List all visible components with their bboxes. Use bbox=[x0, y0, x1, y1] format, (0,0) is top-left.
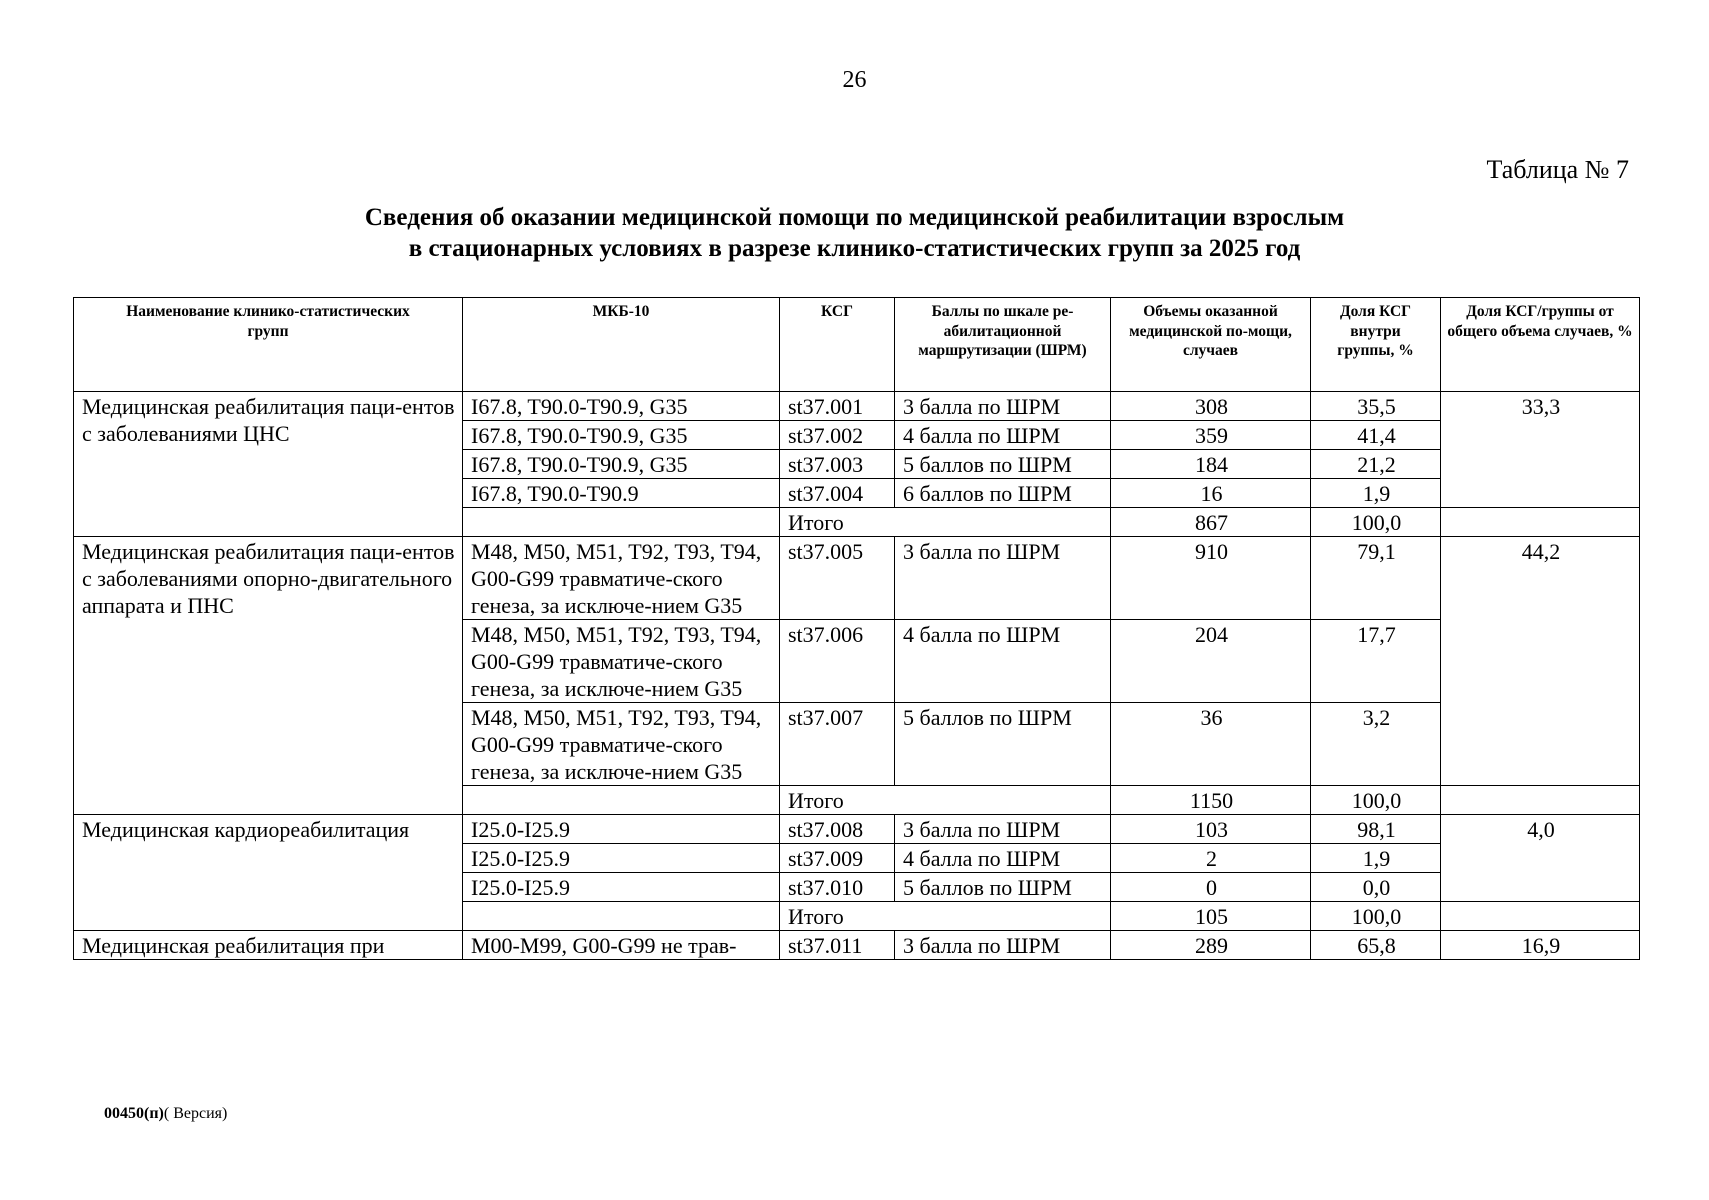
volume-cell: 36 bbox=[1111, 703, 1311, 786]
header-mkb: МКБ-10 bbox=[463, 298, 780, 392]
mkb-cell: M48, M50, M51, T92, T93, T94, G00-G99 травматиче-ского генеза, за исключе-нием G35 bbox=[463, 703, 780, 786]
title-line-2: в стационарных условиях в разрезе клинико-статистических групп за 2025 год bbox=[408, 235, 1301, 262]
title-line-1: Сведения об оказании медицинской помощи по медицинской реабилитации взрослым bbox=[364, 204, 1345, 231]
share-cell: 21,2 bbox=[1311, 450, 1441, 479]
share-cell: 41,4 bbox=[1311, 421, 1441, 450]
mkb-cell: M00-M99, G00-G99 не трав- bbox=[463, 931, 780, 960]
shrm-cell: 4 балла по ШРМ bbox=[895, 421, 1111, 450]
header-share-total: Доля КСГ/группы от общего объема случаев, % bbox=[1441, 298, 1640, 392]
total-share: 100,0 bbox=[1311, 902, 1441, 931]
volume-cell: 308 bbox=[1111, 392, 1311, 421]
group-name: Медицинская реабилитация паци-ентов с заболеваниями ЦНС bbox=[74, 392, 463, 537]
total-label: Итого bbox=[780, 508, 1111, 537]
header-shrm: Баллы по шкале ре-абилитационной маршрутизации (ШРМ) bbox=[895, 298, 1111, 392]
shrm-cell: 5 баллов по ШРМ bbox=[895, 450, 1111, 479]
group-share-total: 16,9 bbox=[1441, 931, 1640, 960]
empty-cell bbox=[1441, 902, 1640, 931]
table-row bbox=[74, 392, 1640, 421]
volume-cell: 16 bbox=[1111, 479, 1311, 508]
mkb-cell: I67.8, T90.0-T90.9, G35 bbox=[463, 450, 780, 479]
mkb-cell: I67.8, T90.0-T90.9 bbox=[463, 479, 780, 508]
ksg-cell: st37.010 bbox=[780, 873, 895, 902]
share-cell: 79,1 bbox=[1311, 537, 1441, 620]
volume-cell: 359 bbox=[1111, 421, 1311, 450]
share-cell: 35,5 bbox=[1311, 392, 1441, 421]
share-cell: 98,1 bbox=[1311, 815, 1441, 844]
document-version: ( Версия) bbox=[163, 1105, 228, 1122]
volume-cell: 289 bbox=[1111, 931, 1311, 960]
shrm-cell: 3 балла по ШРМ bbox=[895, 931, 1111, 960]
empty-cell bbox=[463, 902, 780, 931]
volume-cell: 103 bbox=[1111, 815, 1311, 844]
volume-cell: 204 bbox=[1111, 620, 1311, 703]
group-name: Медицинская кардиореабилитация bbox=[74, 815, 463, 931]
total-volume: 867 bbox=[1111, 508, 1311, 537]
share-cell: 1,9 bbox=[1311, 479, 1441, 508]
mkb-cell: I67.8, T90.0-T90.9, G35 bbox=[463, 421, 780, 450]
table-row bbox=[74, 815, 1640, 844]
shrm-cell: 5 баллов по ШРМ bbox=[895, 703, 1111, 786]
mkb-cell: I25.0-I25.9 bbox=[463, 873, 780, 902]
document-code bbox=[104, 1105, 227, 1123]
group-name: Медицинская реабилитация паци-ентов с заболеваниями опорно-двигательного аппарата и ПНС bbox=[74, 537, 463, 815]
ksg-cell: st37.008 bbox=[780, 815, 895, 844]
mkb-cell: I25.0-I25.9 bbox=[463, 815, 780, 844]
page-number: 26 bbox=[842, 67, 867, 93]
empty-cell bbox=[1441, 786, 1640, 815]
volume-cell: 184 bbox=[1111, 450, 1311, 479]
shrm-cell: 4 балла по ШРМ bbox=[895, 620, 1111, 703]
shrm-cell: 3 балла по ШРМ bbox=[895, 537, 1111, 620]
shrm-cell: 6 баллов по ШРМ bbox=[895, 479, 1111, 508]
mkb-cell: M48, M50, M51, T92, T93, T94, G00-G99 травматиче-ского генеза, за исключе-нием G35 bbox=[463, 620, 780, 703]
empty-cell bbox=[463, 508, 780, 537]
share-cell: 65,8 bbox=[1311, 931, 1441, 960]
share-cell: 1,9 bbox=[1311, 844, 1441, 873]
table-row bbox=[74, 537, 1640, 620]
header-ksg: КСГ bbox=[780, 298, 895, 392]
header-volume: Объемы оказанной медицинской по-мощи, случаев bbox=[1111, 298, 1311, 392]
empty-cell bbox=[1441, 508, 1640, 537]
empty-cell bbox=[463, 786, 780, 815]
volume-cell: 910 bbox=[1111, 537, 1311, 620]
share-cell: 3,2 bbox=[1311, 703, 1441, 786]
shrm-cell: 3 балла по ШРМ bbox=[895, 392, 1111, 421]
total-share: 100,0 bbox=[1311, 508, 1441, 537]
header-name: Наименование клинико-статистических групп bbox=[74, 298, 463, 392]
ksg-cell: st37.003 bbox=[780, 450, 895, 479]
ksg-cell: st37.004 bbox=[780, 479, 895, 508]
document-title bbox=[0, 202, 1709, 264]
total-volume: 105 bbox=[1111, 902, 1311, 931]
group-share-total: 44,2 bbox=[1441, 537, 1640, 786]
group-share-total: 33,3 bbox=[1441, 392, 1640, 508]
ksg-cell: st37.002 bbox=[780, 421, 895, 450]
rehabilitation-table bbox=[73, 297, 1640, 960]
mkb-cell: I25.0-I25.9 bbox=[463, 844, 780, 873]
ksg-cell: st37.011 bbox=[780, 931, 895, 960]
share-cell: 0,0 bbox=[1311, 873, 1441, 902]
ksg-cell: st37.001 bbox=[780, 392, 895, 421]
ksg-cell: st37.009 bbox=[780, 844, 895, 873]
shrm-cell: 3 балла по ШРМ bbox=[895, 815, 1111, 844]
shrm-cell: 4 балла по ШРМ bbox=[895, 844, 1111, 873]
header-share-in-group: Доля КСГ внутри группы, % bbox=[1311, 298, 1441, 392]
volume-cell: 0 bbox=[1111, 873, 1311, 902]
total-share: 100,0 bbox=[1311, 786, 1441, 815]
ksg-cell: st37.005 bbox=[780, 537, 895, 620]
shrm-cell: 5 баллов по ШРМ bbox=[895, 873, 1111, 902]
share-cell: 17,7 bbox=[1311, 620, 1441, 703]
total-label: Итого bbox=[780, 786, 1111, 815]
group-share-total: 4,0 bbox=[1441, 815, 1640, 902]
ksg-cell: st37.006 bbox=[780, 620, 895, 703]
mkb-cell: I67.8, T90.0-T90.9, G35 bbox=[463, 392, 780, 421]
total-label: Итого bbox=[780, 902, 1111, 931]
group-name: Медицинская реабилитация при bbox=[74, 931, 463, 960]
document-code-number: 00450(п) bbox=[104, 1105, 164, 1122]
table-label: Таблица № 7 bbox=[1486, 155, 1629, 184]
table-header-row bbox=[74, 298, 1640, 392]
volume-cell: 2 bbox=[1111, 844, 1311, 873]
ksg-cell: st37.007 bbox=[780, 703, 895, 786]
mkb-cell: M48, M50, M51, T92, T93, T94, G00-G99 травматиче-ского генеза, за исключе-нием G35 bbox=[463, 537, 780, 620]
table-row bbox=[74, 931, 1640, 960]
total-volume: 1150 bbox=[1111, 786, 1311, 815]
